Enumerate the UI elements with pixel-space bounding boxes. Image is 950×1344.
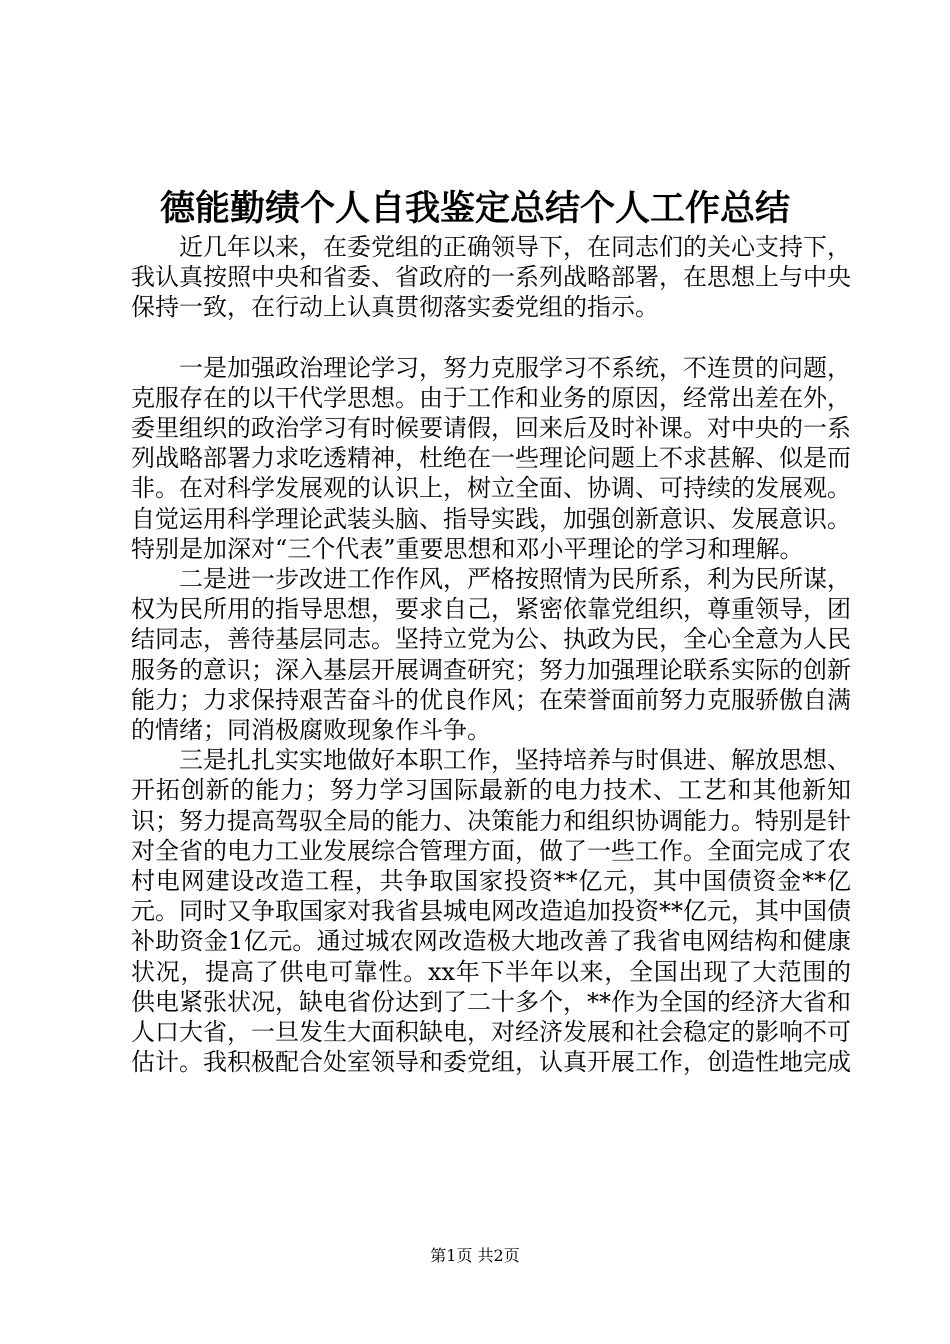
paragraph-2: 二是进一步改进工作作风，严格按照情为民所系，利为民所谋，权为民所用的指导思想，要求自己，紧密依靠党组织，尊重领导，团结同志，善待基层同志。坚持立党为公、执政为民，全心全意为人民服务的意识；深入基层开展调查研究；努力加强理论联系实际的创新能力；力求保持艰苦奋斗的优良作风；在荣誉面前努力克服骄傲自满的情绪；同消极腐败现象作斗争。 xyxy=(131,565,851,745)
page-number-footer: 第1页 共2页 xyxy=(430,1246,520,1265)
document-title: 德能勤绩个人自我鉴定总结个人工作总结 xyxy=(159,188,790,229)
paragraph-3: 三是扎扎实实地做好本职工作，坚持培养与时俱进、解放思想、开拓创新的能力；努力学习国际最新的电力技术、工艺和其他新知识；努力提高驾驭全局的能力、决策能力和组织协调能力。特别是针对全省的电力工业发展综合管理方面，做了一些工作。全面完成了农村电网建设改造工程，共争取国家投资**亿元，其中国债资金**亿元。同时又争取国家对我省县城电网改造追加投资**亿元，其中国债补助资金1亿元。通过城农网改造极大地改善了我省电网结构和健康状况，提高了供电可靠性。xx年下半年以来，全国出现了大范围的供电紧张状况，缺电省份达到了二十多个，**作为全国的经济大省和人口大省，一旦发生大面积缺电，对经济发展和社会稳定的影响不可估计。我积极配合处室领导和委党组，认真开展工作，创造性地完成 xyxy=(131,746,851,1077)
paragraph-intro: 近几年以来，在委党组的正确领导下，在同志们的关心支持下，我认真按照中央和省委、省政府的一系列战略部署，在思想上与中央保持一致，在行动上认真贯彻落实委党组的指示。 xyxy=(131,233,851,322)
document-body xyxy=(131,232,851,1077)
paragraph-1: 一是加强政治理论学习，努力克服学习不系统，不连贯的问题，克服存在的以干代学思想。由于工作和业务的原因，经常出差在外，委里组织的政治学习有时候要请假，回来后及时补课。对中央的一系列战略部署力求吃透精神，杜绝在一些理论问题上不求甚解、似是而非。在对科学发展观的认识上，树立全面、协调、可持续的发展观。自觉运用科学理论武装头脑、指导实践，加强创新意识、发展意识。特别是加深对“三个代表”重要思想和邓小平理论的学习和理解。 xyxy=(131,353,851,563)
